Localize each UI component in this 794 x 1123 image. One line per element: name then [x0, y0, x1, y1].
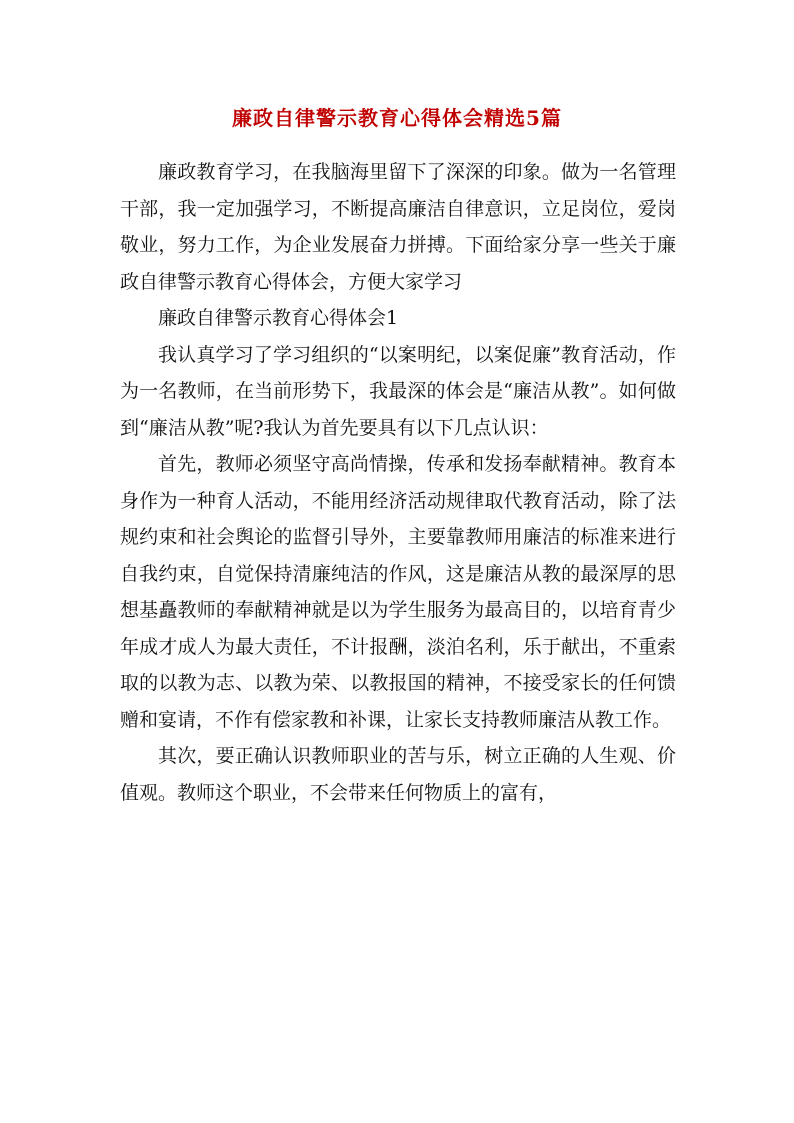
document-title: 廉政自律警示教育心得体会精选5篇 [232, 106, 562, 130]
body-paragraph: 首先，教师必须坚守高尚情操，传承和发扬奉献精神。教育本身作为一种育人活动，不能用经济活动规律取代教育活动，除了法规约束和社会舆论的监督引导外，主要靠教师用廉洁的标准来进行自我约束，自觉保持清廉纯洁的作风，这是廉洁从教的最深厚的思想基矗教师的奉献精神就是以为学生服务为最高目的，以培育青少年成才成人为最大责任，不计报酬，淡泊名利，乐于献出，不重索取的以教为志、以教为荣、以教报国的精神，不接受家长的任何馈赠和宴请，不作有偿家教和补课，让家长支持教师廉洁从教工作。 [120, 453, 676, 731]
body-paragraph: 其次，要正确认识教师职业的苦与乐，树立正确的人生观、价值观。教师这个职业，不会带来任何物质上的富有， [120, 745, 676, 804]
intro-paragraph: 廉政教育学习，在我脑海里留下了深深的印象。做为一名管理干部，我一定加强学习，不断提高廉洁自律意识，立足岗位，爱岗敬业，努力工作，为企业发展奋力拼搏。下面给家分享一些关于廉政自律警示教育心得体会，方便大家学习 [120, 161, 676, 293]
body-paragraph: 我认真学习了学习组织的“以案明纪，以案促廉”教育活动，作为一名教师，在当前形势下，我最深的体会是“廉洁从教”。如何做到“廉洁从教”呢?我认为首先要具有以下几点认识： [120, 343, 676, 439]
section-heading: 廉政自律警示教育心得体会1 [158, 307, 399, 329]
document-body [120, 154, 676, 811]
